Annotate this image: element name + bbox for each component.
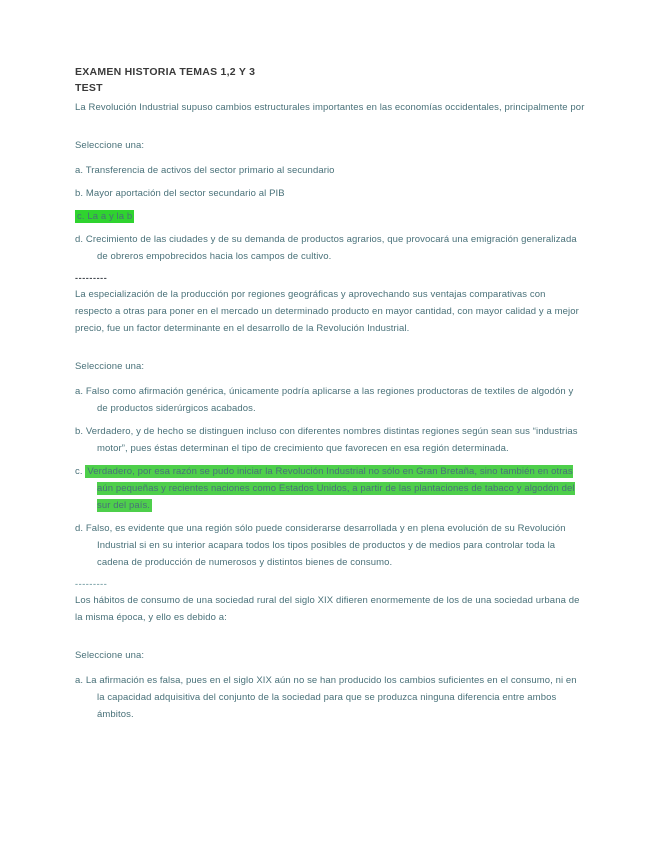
document-subtitle: TEST (75, 82, 103, 94)
question-text: La Revolución Industrial supuso cambios estructurales importantes en las economías occidentales, principalmente por (75, 102, 585, 113)
option-row (75, 463, 585, 514)
question-separator: --------- (75, 579, 108, 589)
option-text: La a y la b (87, 211, 133, 222)
question-text: La especialización de la producción por regiones geográficas y aprovechando sus ventajas comparativas con respecto a otras para poner en el mercado un determinado producto en mayor cantidad, con mayor calidad y a mejor precio, fue un factor determinante en el desarrollo de la Revolución Industrial. (75, 289, 579, 334)
question-block (75, 99, 585, 283)
option-prefix: b. (75, 188, 86, 199)
option-text: Transferencia de activos del sector primario al secundario (85, 165, 335, 176)
question-block (75, 592, 585, 723)
option-prefix: c. (75, 466, 86, 477)
option-text: Falso, es evidente que una región sólo puede considerarse desarrollada y en plena evolución de su Revolución Industrial si en su interior acapara todos los tipos posibles de productos y de medios para controlar toda la cadena de producción de numerosos y distintos bienes de consumo. (85, 523, 566, 568)
option-text: Verdadero, y de hecho se distinguen incluso con diferentes nombres distintas regiones según sean sus “industrias motor”, pues éstas determinan el tipo de crecimiento que favorecen en esa región determinada. (85, 426, 578, 454)
option-row (75, 672, 585, 723)
option-text: Crecimiento de las ciudades y de su demanda de productos agrarios, que provocará una emigración generalizada de obreros empobrecidos hacia los campos de cultivo. (85, 234, 577, 262)
option-row (75, 423, 585, 457)
option-prefix: d. (75, 523, 86, 534)
select-prompt: Seleccione una: (75, 140, 145, 151)
questions-container (75, 99, 585, 723)
option-row (75, 185, 585, 202)
option-row (75, 162, 585, 179)
option-prefix: d. (75, 234, 86, 245)
option-row (75, 208, 585, 225)
question-block (75, 286, 585, 589)
answer-highlight (75, 210, 134, 223)
select-prompt: Seleccione una: (75, 650, 145, 661)
option-row (75, 520, 585, 571)
option-prefix: a. (75, 165, 86, 176)
option-text: Mayor aportación del sector secundario al PIB (85, 188, 285, 199)
answer-highlight: Verdadero, por esa razón se pudo iniciar la Revolución Industrial no sólo en Gran Bretaña, sino también en otras aún pequeñas y recientes naciones como Estados Unidos, a partir de las plantaciones de tabaco y algodón del sur del país. (87, 466, 575, 511)
option-prefix: c. (77, 211, 88, 222)
option-text: Falso como afirmación genérica, únicamente podría aplicarse a las regiones productoras de textiles de algodón y de productos siderúrgicos acabados. (85, 386, 574, 414)
select-prompt: Seleccione una: (75, 361, 145, 372)
question-separator: --------- (75, 273, 108, 283)
option-prefix: a. (75, 386, 86, 397)
document-title: EXAMEN HISTORIA TEMAS 1,2 Y 3 (75, 66, 256, 78)
option-prefix: a. (75, 675, 86, 686)
question-text: Los hábitos de consumo de una sociedad rural del siglo XIX difieren enormemente de los de una sociedad urbana de la misma época, y ello es debido a: (75, 595, 580, 623)
option-prefix: b. (75, 426, 86, 437)
option-text: La afirmación es falsa, pues en el siglo XIX aún no se han producido los cambios suficientes en el consumo, ni en la capacidad adquisitiva del conjunto de la sociedad para que se produzca ninguna diferencia entre ambos ámbitos. (85, 675, 577, 720)
option-row (75, 383, 585, 417)
option-row (75, 231, 585, 265)
